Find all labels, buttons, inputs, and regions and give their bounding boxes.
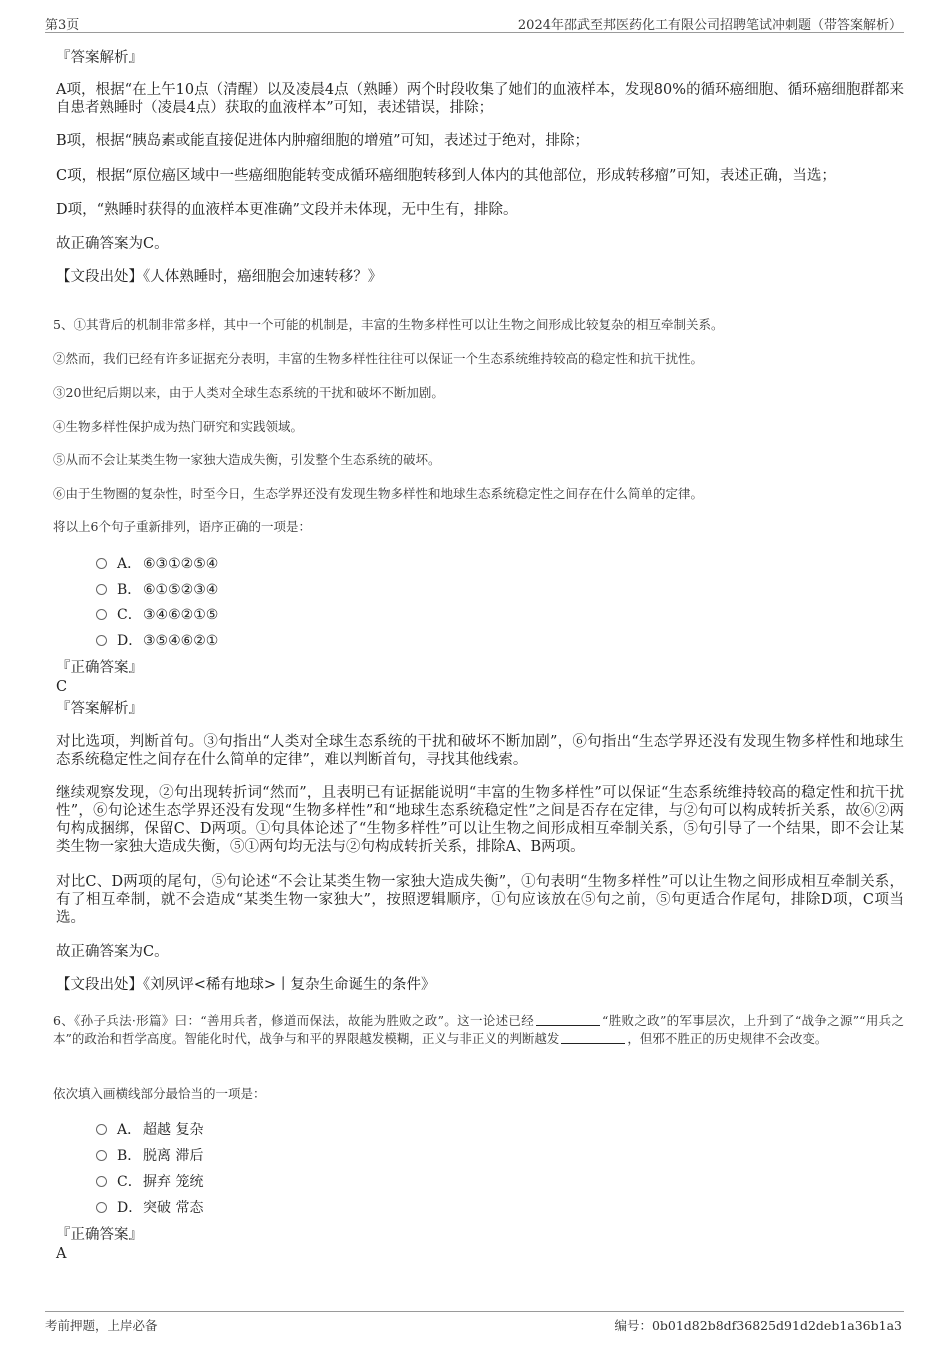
q5-option-a[interactable]: A． ⑥③①②⑤④ <box>96 555 218 573</box>
q5-analysis-para-3: 对比C、D两项的尾句，⑤句论述“不会让某类生物一家独大造成失衡”，①句表明“生物多样性”可以让生物之间形成相互牵制关系，有了相互牵制，就不会造成“某类生物一家独大”，按照逻辑顺序，①句应该放在⑤句之前，⑤句更适合作尾句，排除D项，C项当选。 <box>56 874 904 926</box>
q5-option-c[interactable]: C．③④⑥②①⑤ <box>96 606 218 624</box>
q5-prompt: 将以上6个句子重新排列，语序正确的一项是： <box>53 519 311 534</box>
q5-sentence-5: ⑤从而不会让某类生物一家独大造成失衡，引发整个生态系统的破坏。 <box>53 452 441 467</box>
q5-analysis-heading: 『答案解析』 <box>56 701 143 717</box>
q5-analysis-para-1: 对比选项，判断首句。③句指出“人类对全球生态系统的干扰和破坏不断加剧”，⑥句指出“生态学界还没有发现生物多样性和地球生态系统稳定性之间存在什么简单的定律”，难以判断首句，寻找其他线索。 <box>56 734 904 768</box>
q6-option-c[interactable]: C．摒弃 笼统 <box>96 1173 203 1191</box>
q5-sentence-4: ④生物多样性保护成为热门研究和实践领域。 <box>53 419 304 434</box>
q5-source: 【文段出处】《刘夙评<稀有地球>丨复杂生命诞生的条件》 <box>56 977 436 993</box>
q4-source: 【文段出处】《人体熟睡时，癌细胞会加速转移？》 <box>56 269 383 285</box>
radio-icon[interactable] <box>96 1202 107 1213</box>
q5-answer: C <box>56 679 68 695</box>
q6-stem: 6、《孙子兵法·形篇》曰：“善用兵者，修道而保法，故能为胜败之政”。这一论述已经 “胜败之政”的军事层次，上升到了“战争之源”“用兵之本”的政治和哲学高度。智能化时代，战争与和平的界限越发模糊，正义与非正义的判断越发 ，但邪不胜正的历史规律不会改变。 <box>53 1013 904 1046</box>
q4-analysis-d: D项，“熟睡时获得的血液样本更准确”文段并未体现，无中生有，排除。 <box>56 202 518 218</box>
q5-answer-heading: 『正确答案』 <box>56 660 143 676</box>
page-header <box>45 12 904 33</box>
radio-icon[interactable] <box>96 609 107 620</box>
q5-analysis-para-2: 继续观察发现，②句出现转折词“然而”，且表明已有证据能说明“丰富的生物多样性”可以保证“生态系统维持较高的稳定性和抗干扰性”，⑥句论述生态学界还没有发现“生物多样性”和“地球生态系统稳定性”之间是否存在定律，与②句可以构成转折关系，故⑥②两句构成捆绑，保留C、D两项。①句具体论述了“生物多样性”可以让生物之间形成相互牵制关系，⑤句引导了一个结果，即不会让某类生物一家独大造成失衡，⑤①两句均无法与②句构成转折关系，排除A、B两项。 <box>56 785 904 855</box>
document-code: 编号：0b01d82b8df36825d91d2deb1a36b1a3 <box>614 1318 902 1333</box>
q5-sentence-3: ③20世纪后期以来，由于人类对全球生态系统的干扰和破坏不断加剧。 <box>53 385 444 400</box>
q6-option-a[interactable]: A． 超越 复杂 <box>96 1121 203 1139</box>
page-number: 第3页 <box>45 18 80 33</box>
radio-icon[interactable] <box>96 635 107 646</box>
radio-icon[interactable] <box>96 584 107 595</box>
q5-sentence-2: ②然而，我们已经有许多证据充分表明，丰富的生物多样性往往可以保证一个生态系统维持较高的稳定性和抗干扰性。 <box>53 351 704 366</box>
q5-option-d[interactable]: D．③⑤④⑥②① <box>96 632 218 650</box>
radio-icon[interactable] <box>96 1176 107 1187</box>
q4-analysis-b: B项，根据“胰岛素或能直接促进体内肿瘤细胞的增殖”可知，表述过于绝对，排除； <box>56 133 589 149</box>
fill-blank-1 <box>536 1013 600 1026</box>
q4-analysis-c: C项，根据“原位癌区域中一些癌细胞能转变成循环癌细胞转移到人体内的其他部位，形成转移瘤”可知，表述正确，当选； <box>56 168 836 184</box>
radio-icon[interactable] <box>96 558 107 569</box>
q6-answer-heading: 『正确答案』 <box>56 1227 143 1243</box>
q6-answer: A <box>56 1246 67 1262</box>
q6-option-b[interactable]: B． 脱离 滞后 <box>96 1147 203 1165</box>
radio-icon[interactable] <box>96 1124 107 1135</box>
q6-prompt: 依次填入画横线部分最恰当的一项是： <box>53 1086 266 1101</box>
q4-analysis-heading: 『答案解析』 <box>56 50 143 66</box>
q5-sentence-6: ⑥由于生物圈的复杂性，时至今日，生态学界还没有发现生物多样性和地球生态系统稳定性之间存在什么简单的定律。 <box>53 486 704 501</box>
q6-option-d[interactable]: D．突破 常态 <box>96 1199 203 1217</box>
q4-analysis-a: A项，根据“在上午10点（清醒）以及凌晨4点（熟睡）两个时段收集了她们的血液样本，发现80%的循环癌细胞、循环癌细胞群都来自患者熟睡时（凌晨4点）获取的血液样本”可知，表述错误，排除； <box>56 82 904 116</box>
radio-icon[interactable] <box>96 1150 107 1161</box>
q5-conclusion: 故正确答案为C。 <box>56 944 169 960</box>
q5-sentence-1: 5、①其背后的机制非常多样，其中一个可能的机制是，丰富的生物多样性可以让生物之间形成比较复杂的相互牵制关系。 <box>53 317 724 332</box>
q4-conclusion: 故正确答案为C。 <box>56 236 169 252</box>
footer-slogan: 考前押题，上岸必备 <box>45 1318 158 1333</box>
document-title: 2024年邵武至邦医药化工有限公司招聘笔试冲刺题（带答案解析） <box>517 18 902 33</box>
fill-blank-2 <box>561 1031 625 1044</box>
page-footer <box>45 1311 904 1334</box>
q5-option-b[interactable]: B． ⑥①⑤②③④ <box>96 581 218 599</box>
